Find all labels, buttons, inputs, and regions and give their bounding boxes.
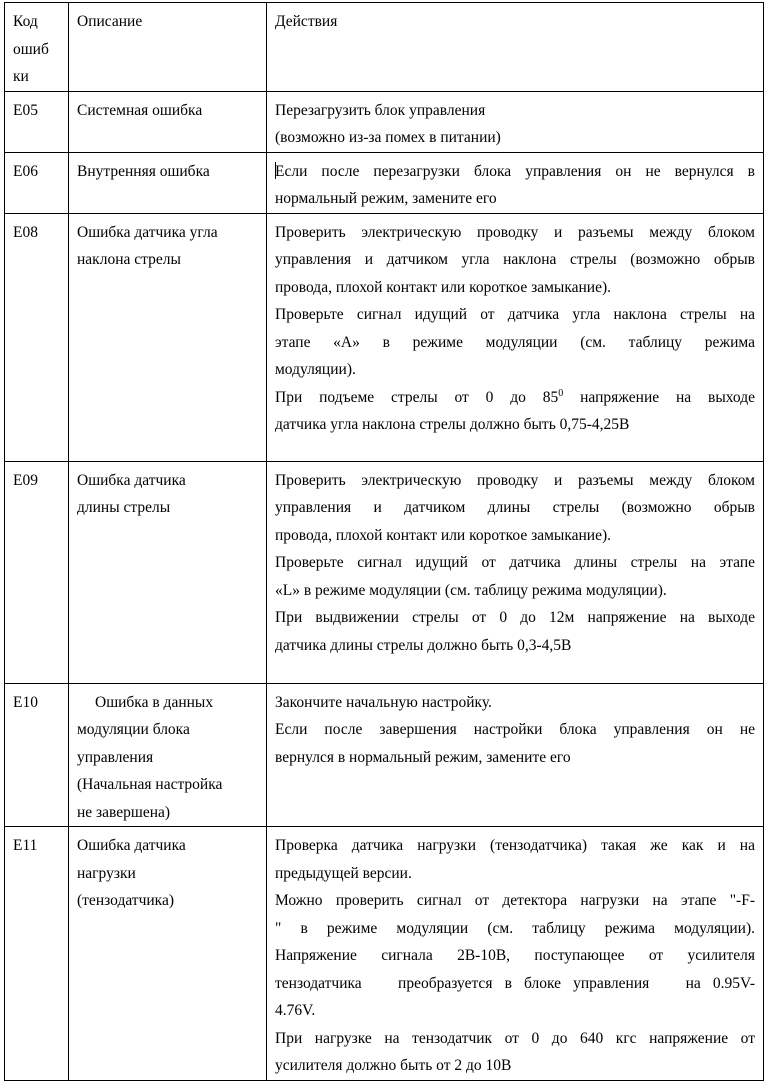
action-line: Проверьте сигнал идущий от датчика угла наклона стрелы на bbox=[275, 306, 755, 323]
description-line: длины стрелы bbox=[77, 499, 171, 516]
action-text: При подъеме стрелы от 0 до 85 bbox=[275, 388, 559, 406]
table-row bbox=[5, 461, 764, 683]
description-line: (Начальная настройка bbox=[77, 776, 223, 793]
degree-superscript: 0 bbox=[558, 387, 564, 399]
error-actions bbox=[267, 91, 764, 152]
action-line: (возможно из-за помех в питании) bbox=[275, 129, 501, 146]
description-line: (тензодатчика) bbox=[77, 892, 175, 909]
error-description bbox=[69, 683, 267, 827]
description-line: наклона стрелы bbox=[77, 251, 181, 268]
action-line: тензодатчика преобразуется в блоке управления на 0.95V- bbox=[275, 974, 755, 992]
action-line: При нагрузке на тензодатчик от 0 до 640 кгс напряжение от bbox=[275, 1029, 755, 1047]
header-code bbox=[5, 3, 69, 92]
action-line: При выдвижении стрелы от 0 до 12м напряжение на выходе bbox=[275, 609, 755, 626]
table-header-row bbox=[5, 3, 764, 92]
table-row bbox=[5, 213, 764, 461]
action-line: Проверить электрическую проводку и разъемы между блоком bbox=[275, 471, 755, 489]
action-line bbox=[275, 384, 755, 412]
action-line: Можно проверить сигнал от детектора нагрузки на этапе "-F- bbox=[275, 892, 755, 909]
description-line: Ошибка датчика угла bbox=[77, 223, 218, 241]
action-line: Проверьте сигнал идущий от датчика длины стрелы на этапе bbox=[275, 554, 755, 571]
action-line: нормальный режим, замените его bbox=[275, 190, 497, 207]
description-line: Системная ошибка bbox=[77, 101, 203, 119]
action-line bbox=[275, 158, 755, 186]
action-line: провода, плохой контакт или короткое замыкание). bbox=[275, 278, 612, 296]
action-line: вернулся в нормальный режим, замените его bbox=[275, 748, 571, 766]
error-code: E09 bbox=[5, 461, 69, 683]
action-line: Если после завершения настройки блока управления он не bbox=[275, 721, 755, 738]
action-line: провода, плохой контакт или короткое замыкание). bbox=[275, 526, 612, 544]
description-line: Ошибка датчика bbox=[77, 837, 186, 854]
header-description: Описание bbox=[69, 3, 267, 92]
error-code: E05 bbox=[5, 91, 69, 152]
action-line: Проверить электрическую проводку и разъемы между блоком bbox=[275, 223, 755, 241]
error-actions bbox=[267, 461, 764, 683]
action-line: предыдущей версии. bbox=[275, 864, 412, 882]
action-line: усилителя должно быть от 2 до 10В bbox=[275, 1057, 512, 1074]
table-row bbox=[5, 683, 764, 827]
description-line: не завершена) bbox=[77, 803, 171, 821]
error-actions bbox=[267, 683, 764, 827]
error-description bbox=[69, 213, 267, 461]
action-line: Напряжение сигнала 2В-10В, поступающее от усилителя bbox=[275, 947, 755, 964]
error-actions bbox=[267, 827, 764, 1081]
header-code-line: ошиб bbox=[13, 40, 49, 58]
description-line: Ошибка в данных bbox=[95, 693, 214, 711]
action-line: 4.76V. bbox=[275, 1002, 316, 1019]
action-line: Перезагрузить блок управления bbox=[275, 101, 486, 119]
error-description bbox=[69, 91, 267, 152]
description-line: управления bbox=[77, 748, 154, 766]
error-description bbox=[69, 461, 267, 683]
action-line: модуляции). bbox=[275, 361, 356, 378]
action-line: управления и датчиком длины стрелы (возможно обрыв bbox=[275, 499, 755, 516]
description-line: Внутренняя ошибка bbox=[77, 162, 210, 180]
action-line: датчика длины стрелы должно быть 0,3-4,5В bbox=[275, 636, 572, 654]
action-text: напряжение на выходе bbox=[563, 388, 755, 406]
error-description bbox=[69, 152, 267, 213]
error-codes-table bbox=[4, 2, 764, 1081]
action-text: Если после перезагрузки блока управления он не вернулся в bbox=[275, 162, 755, 180]
action-line: этапе «А» в режиме модуляции (см. таблицу режима bbox=[275, 333, 755, 351]
header-actions: Действия bbox=[267, 3, 764, 92]
description-line: модуляции блока bbox=[77, 721, 190, 738]
action-line: управления и датчиком угла наклона стрелы (возможно обрыв bbox=[275, 251, 755, 268]
error-code: E10 bbox=[5, 683, 69, 827]
action-line: " в режиме модуляции (см. таблицу режима модуляции). bbox=[275, 919, 755, 937]
table-row bbox=[5, 827, 764, 1081]
error-code: E11 bbox=[5, 827, 69, 1081]
header-code-line: Код bbox=[13, 13, 38, 30]
description-line: нагрузки bbox=[77, 864, 136, 882]
table-row bbox=[5, 152, 764, 213]
action-line: датчика угла наклона стрелы должно быть 0,75-4,25В bbox=[275, 416, 630, 433]
action-line: «L» в режиме модуляции (см. таблицу режима модуляции). bbox=[275, 581, 667, 599]
error-description bbox=[69, 827, 267, 1081]
action-line: Проверка датчика нагрузки (тензодатчика) такая же как и на bbox=[275, 837, 755, 854]
table-row bbox=[5, 91, 764, 152]
error-actions bbox=[267, 152, 764, 213]
error-actions bbox=[267, 213, 764, 461]
action-line: Закончите начальную настройку. bbox=[275, 693, 492, 711]
error-code: E08 bbox=[5, 213, 69, 461]
description-line: Ошибка датчика bbox=[77, 471, 186, 489]
error-code: E06 bbox=[5, 152, 69, 213]
header-code-line: ки bbox=[13, 68, 29, 85]
